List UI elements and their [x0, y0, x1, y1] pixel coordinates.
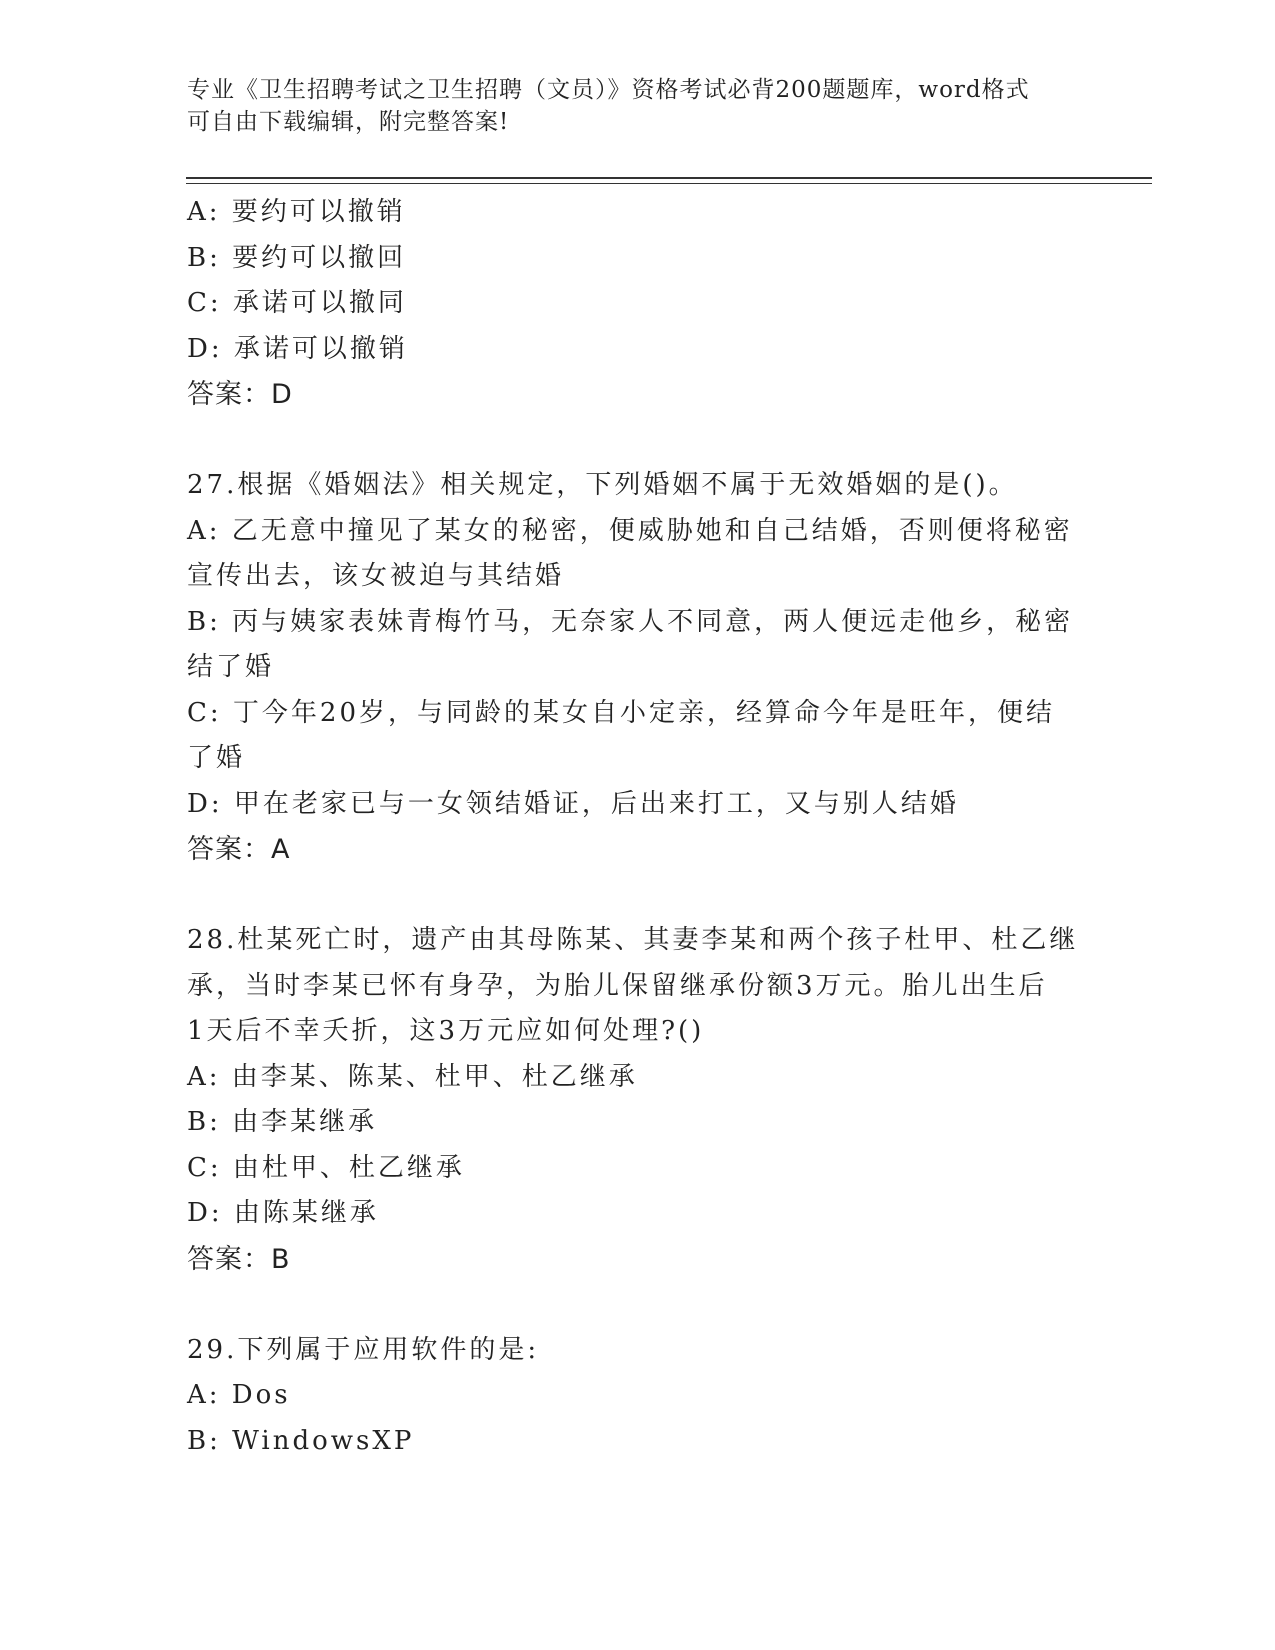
question-title-line-3: 1天后不幸夭折，这3万元应如何处理?(): [187, 1016, 705, 1046]
question-title: 29.下列属于应用软件的是:: [187, 1334, 540, 1365]
question-title: 27.根据《婚姻法》相关规定，下列婚姻不属于无效婚姻的是()。: [187, 470, 1018, 500]
answer-label: 答案：D: [187, 379, 293, 410]
document-header: [187, 74, 1087, 138]
question-content: [187, 190, 1087, 1464]
question-title-line-2: 承，当时李某已怀有身孕，为胎儿保留继承份额3万元。胎儿出生后: [187, 970, 1048, 1001]
option-b: B: 要约可以撤回: [187, 242, 407, 273]
option-c-line-2: 了婚: [187, 743, 246, 773]
option-c: C: 承诺可以撤同: [187, 288, 407, 318]
option-a-line-1: A: 乙无意中撞见了某女的秘密，便威胁她和自己结婚，否则便将秘密: [187, 515, 1073, 546]
question-26: [187, 190, 1087, 418]
question-title-line-1: 28.杜某死亡时，遗产由其母陈某、其妻李某和两个孩子杜甲、杜乙继: [187, 925, 1079, 955]
option-b-line-1: B: 丙与姨家表妹青梅竹马，无奈家人不同意，两人便远走他乡，秘密: [187, 606, 1074, 637]
option-a: A: 要约可以撤销: [187, 197, 406, 227]
option-d: D: 由陈某继承: [187, 1198, 379, 1228]
option-b: B: WindowsXP: [187, 1425, 415, 1456]
option-d: D: 承诺可以撤销: [187, 333, 408, 364]
question-29: [187, 1328, 1087, 1465]
header-rule-thick: [186, 177, 1152, 179]
header-line-1: 专业《卫生招聘考试之卫生招聘（文员）》资格考试必背200题题库，word格式: [187, 77, 1030, 103]
answer-label: 答案：B: [187, 1243, 291, 1275]
question-28: [187, 918, 1087, 1282]
option-a: A: Dos: [187, 1380, 291, 1410]
option-b-line-2: 结了婚: [187, 652, 275, 682]
option-b: B: 由李某继承: [187, 1107, 378, 1137]
option-d: D: 甲在老家已与一女领结婚证，后出来打工，又与别人结婚: [187, 788, 959, 819]
header-rule-thin: [186, 183, 1152, 184]
option-c-line-1: C: 丁今年20岁，与同龄的某女自小定亲，经算命今年是旺年，便结: [187, 697, 1056, 728]
option-a-line-2: 宣传出去，该女被迫与其结婚: [187, 561, 565, 591]
answer-label: 答案：A: [187, 834, 291, 865]
question-27: [187, 463, 1087, 873]
option-c: C: 由杜甲、杜乙继承: [187, 1152, 465, 1183]
option-a: A: 由李某、陈某、杜甲、杜乙继承: [187, 1061, 638, 1092]
header-line-2: 可自由下载编辑，附完整答案!: [187, 109, 510, 135]
